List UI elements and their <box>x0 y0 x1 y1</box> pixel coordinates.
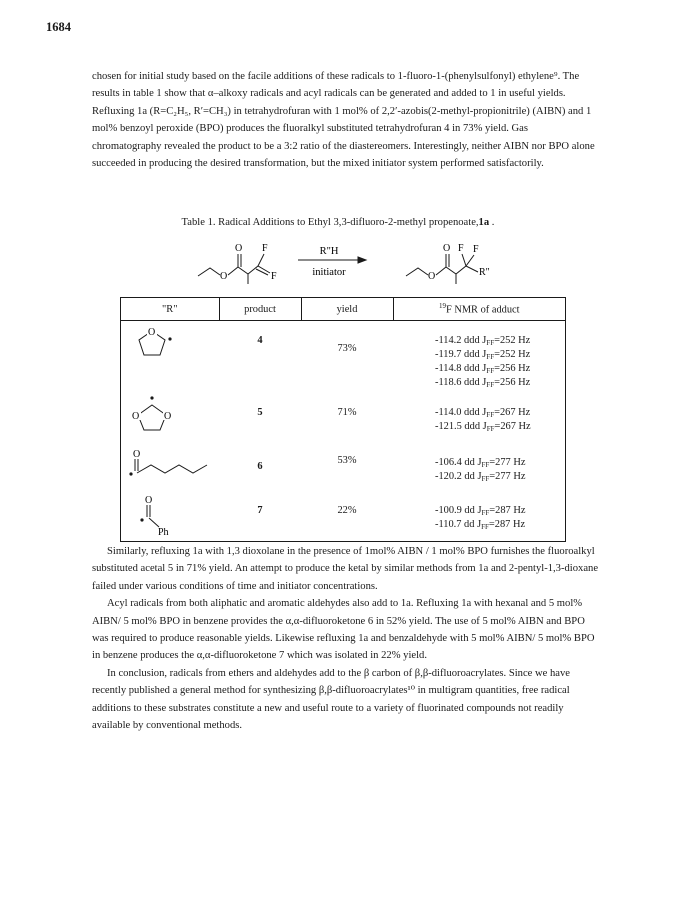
product-number: 4 <box>257 335 263 346</box>
body-text <box>92 543 600 734</box>
nmr-line: -114.2 ddd $J_{FF}=252$ Hz <box>435 335 531 347</box>
table-caption-compound: 1a <box>478 217 490 228</box>
table-row <box>121 321 566 392</box>
header-nmr <box>393 298 566 321</box>
yield-value: 53% <box>337 455 357 466</box>
starting-material-structure <box>198 254 270 284</box>
table-header-row <box>121 298 566 321</box>
nmr-line: -120.2 dd $J_{FF}=277$ Hz <box>435 471 526 483</box>
results-table <box>120 297 566 542</box>
header-yield: yield <box>301 298 393 321</box>
paragraph-acyl-radicals: Acyl radicals from both aliphatic and aromatic aldehydes also add to 1a. Refluxing 1a with hexanal and 5 mol% AIBN/ 5 mol% BPO in benzene provides the α,α-difluoroketone 6 in 52% yield. The use of 5 mol% AIBN and BPO was required to produce reasonable yields. Likewise refluxing 1a and benzaldehyde with 5 mol% AIBN/ 5 mol% BPO in benzene produces the α,α-difluoroketone 7 which was isolated in 22% yield. <box>92 598 595 662</box>
yield-value: 71% <box>337 407 357 418</box>
paragraph-conclusion: In conclusion, radicals from ethers and aldehydes add to the β carbon of β,β-difluoroacrylates. Since we have recently published a general method for synthesizing β,β-difluoroacrylates¹⁰ in multigram quantities, free radical additions to these substrates constitute a new and useful route to a variety of fluorinated compounds not readily available by conventional methods. <box>92 667 571 732</box>
header-product: product <box>219 298 301 321</box>
nmr-data <box>393 321 566 392</box>
phenyl-label: Ph <box>158 527 169 538</box>
product-atom-o-carbonyl: O <box>443 243 451 254</box>
reaction-scheme <box>190 238 510 290</box>
table-caption-suffix: . <box>489 217 495 228</box>
yield-value: 73% <box>337 343 357 354</box>
yield-value: 22% <box>337 505 357 516</box>
radical-hexanoyl-structure <box>121 447 220 493</box>
paragraph-intro: chosen for initial study based on the facile additions of these radicals to 1-fluoro-1-(phenylsulfonyl) ethylene⁹. The results in table 1 show that α–alkoxy radicals and acyl radicals can be generated and added to 1 in useful yields. Refluxing 1a (R=C₂H₅, R′=CH₃) in tetrahydrofuran with 1 mol% of 2,2′-azobis(2-methyl-propionitrile) (AIBN) and 1 mol% benzoyl peroxide (BPO) produces the fluoralkyl substituted tetrahydrofuran 4 in 73% yield. Gas chromatography revealed the product to be a 3:2 ratio of the diastereomers. Interestingly, neither AIBN nor BPO alone succeeded in producing the desired transformation, but the mixed initiator system performed satisfactorily. <box>92 71 595 170</box>
table-row <box>121 447 566 493</box>
reaction-arrow <box>298 257 366 263</box>
product-atom-o-ether: O <box>428 271 436 282</box>
radical-thf-structure <box>121 321 220 392</box>
nmr-line: -106.4 dd $J_{FF}=277$ Hz <box>435 457 526 469</box>
nmr-line: -118.6 ddd $J_{FF}=256$ Hz <box>435 377 531 389</box>
nmr-line: -114.0 ddd $J_{FF}=267$ Hz <box>435 407 531 419</box>
paragraph-dioxolane: Similarly, refluxing 1a with 1,3 dioxolane in the presence of 1mol% AIBN / 1 mol% BPO furnishes the fluoroalkyl substituted acetal 5 in 71% yield. An attempt to produce the ketal by similar methods from 1a and 2-pentyl-1,3-dioxane failed under various conditions of time and initiator concentrations. <box>92 546 599 592</box>
nmr-data <box>393 447 566 493</box>
nmr-line: -114.8 ddd $J_{FF}=256$ Hz <box>435 363 531 375</box>
table-row <box>121 493 566 542</box>
header-nmr-label: F NMR of adduct <box>445 304 520 316</box>
nmr-data <box>393 493 566 542</box>
nmr-data <box>393 391 566 447</box>
table-caption-prefix: Table 1. Radical Additions to Ethyl 3,3-difluoro-2-methyl propenoate, <box>181 217 479 228</box>
header-r: "R" <box>121 298 220 321</box>
product-number: 7 <box>257 505 263 516</box>
product-structure <box>406 254 478 284</box>
product-number: 6 <box>257 461 263 472</box>
svg-text:O: O <box>133 449 141 460</box>
atom-o-carbonyl: O <box>235 243 243 254</box>
radical-benzoyl-structure <box>121 493 220 542</box>
svg-text:O: O <box>148 327 156 338</box>
product-atom-f-left: F <box>458 243 464 254</box>
atom-f-right: F <box>271 271 277 282</box>
atom-o-ether: O <box>220 271 228 282</box>
radical-dioxolane-structure <box>121 391 220 447</box>
svg-text:O: O <box>132 411 140 422</box>
table-caption <box>0 217 676 228</box>
atom-f-top: F <box>262 243 268 254</box>
table-row <box>121 391 566 447</box>
nmr-line: -100.9 dd $J_{FF}=287$ Hz <box>435 505 526 517</box>
nmr-line: -121.5 ddd $J_{FF}=267$ Hz <box>435 421 531 433</box>
svg-text:O: O <box>164 411 172 422</box>
product-atom-f-right: F <box>473 244 479 255</box>
page-number: 1684 <box>46 20 71 34</box>
product-r-group: R" <box>479 267 490 278</box>
nmr-line: -119.7 ddd $J_{FF}=252$ Hz <box>435 349 531 361</box>
scheme-condition: initiator <box>312 267 346 278</box>
scheme-reagent: R"H <box>319 246 339 257</box>
nmr-line: -110.7 dd $J_{FF}=287$ Hz <box>435 519 526 531</box>
product-number: 5 <box>257 407 263 418</box>
header-nmr-isotope: 19 <box>438 302 446 311</box>
svg-text:O: O <box>145 495 153 506</box>
